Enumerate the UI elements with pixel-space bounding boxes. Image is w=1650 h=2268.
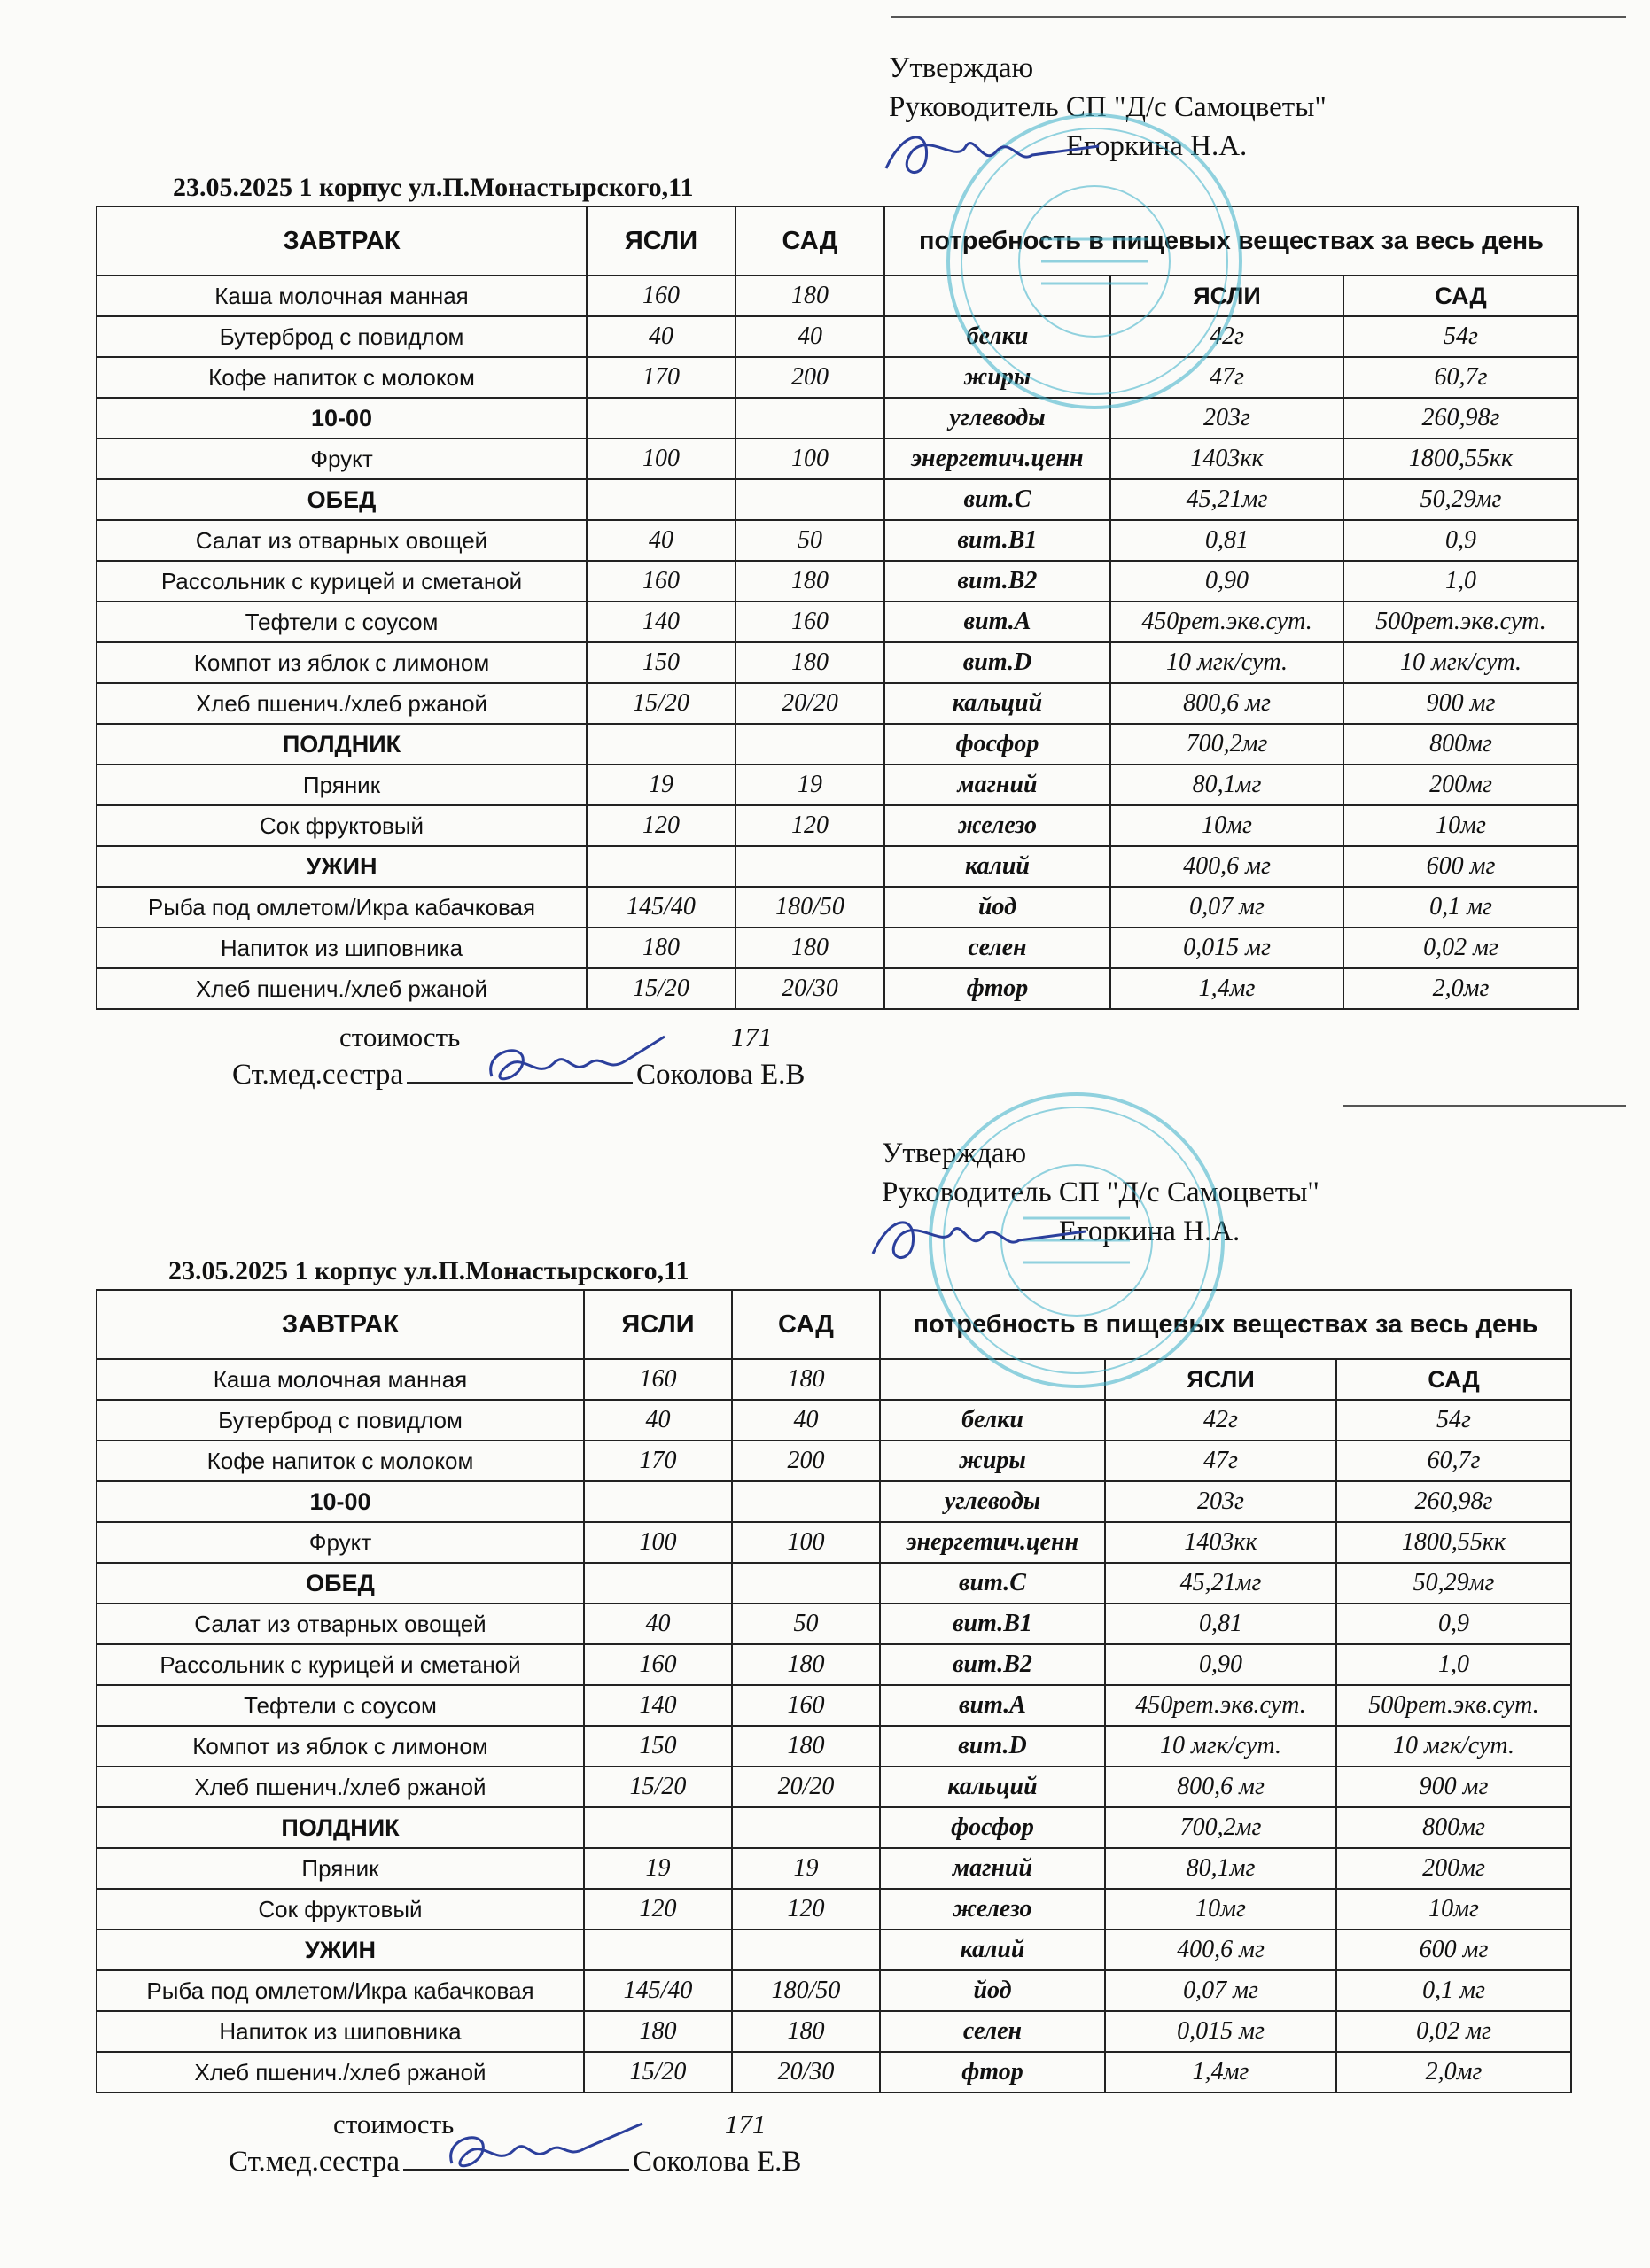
- header-nursery: ЯСЛИ: [587, 206, 735, 276]
- dish-name: Хлеб пшенич./хлеб ржаной: [97, 1767, 584, 1807]
- nutrient-kindergarten-value: 1,0: [1336, 1644, 1571, 1685]
- nutrient-sub-kindergarten: САД: [1343, 276, 1578, 316]
- nutrient-nursery-value: 700,2мг: [1105, 1807, 1336, 1848]
- menu-heading: 23.05.2025 1 корпус ул.П.Монастырского,11: [173, 173, 694, 202]
- portion-kindergarten: 19: [735, 765, 884, 805]
- portion-nursery: 15/20: [584, 1767, 732, 1807]
- nutrient-name: энергетич.ценн: [880, 1522, 1105, 1563]
- table-row: [97, 765, 1578, 805]
- portion-nursery: [584, 1563, 732, 1604]
- portion-nursery: [584, 1930, 732, 1970]
- table-row: [97, 316, 1578, 357]
- dish-name: Рассольник с курицей и сметаной: [97, 1644, 584, 1685]
- dish-name: Фрукт: [97, 439, 587, 479]
- portion-nursery: 40: [584, 1400, 732, 1441]
- nutrient-nursery-value: 10 мгк/сут.: [1105, 1726, 1336, 1767]
- portion-nursery: 160: [584, 1644, 732, 1685]
- nutrient-kindergarten-value: 600 мг: [1336, 1930, 1571, 1970]
- portion-nursery: [587, 846, 735, 887]
- dish-name: Бутерброд с повидлом: [97, 316, 587, 357]
- dish-name: Рыба под омлетом/Икра кабачковая: [97, 1970, 584, 2011]
- nutrient-nursery-value: 1,4мг: [1110, 968, 1343, 1009]
- nutrient-nursery-value: 1,4мг: [1105, 2052, 1336, 2093]
- nutrient-nursery-value: 42г: [1105, 1400, 1336, 1441]
- portion-kindergarten: 160: [732, 1685, 880, 1726]
- nutrient-name: железо: [884, 805, 1110, 846]
- meal-name: 10-00: [97, 398, 587, 439]
- dish-name: Компот из яблок с лимоном: [97, 642, 587, 683]
- nutrient-nursery-value: 80,1мг: [1110, 765, 1343, 805]
- portion-kindergarten: 20/20: [732, 1767, 880, 1807]
- nutrient-sub-nursery: ЯСЛИ: [1110, 276, 1343, 316]
- meal-name: УЖИН: [97, 1930, 584, 1970]
- table-row: [97, 561, 1578, 602]
- nutrient-sub-nursery: ЯСЛИ: [1105, 1359, 1336, 1400]
- menu-table: [96, 206, 1579, 1010]
- nutrient-kindergarten-value: 50,29мг: [1336, 1563, 1571, 1604]
- portion-kindergarten: [732, 1930, 880, 1970]
- portion-kindergarten: 180: [732, 1644, 880, 1685]
- dish-name: Кофе напиток с молоком: [97, 357, 587, 398]
- nutrient-nursery-value: 47г: [1105, 1441, 1336, 1481]
- table-row: [97, 1441, 1571, 1481]
- dish-name: Пряник: [97, 765, 587, 805]
- portion-kindergarten: 20/20: [735, 683, 884, 724]
- dish-name: Салат из отварных овощей: [97, 520, 587, 561]
- header-kindergarten: САД: [735, 206, 884, 276]
- approval-line-name: Егоркина Н.А.: [1066, 130, 1248, 162]
- nutrient-nursery-value: 450рет.экв.сут.: [1110, 602, 1343, 642]
- cost-label: стоимость: [339, 1021, 461, 1052]
- portion-kindergarten: 180: [735, 561, 884, 602]
- nutrient-kindergarten-value: 0,02 мг: [1343, 928, 1578, 968]
- approval-line-name: Егоркина Н.А.: [1059, 1216, 1241, 1247]
- nurse-name: Соколова Е.В: [636, 1059, 806, 1091]
- dish-name: Рыба под омлетом/Икра кабачковая: [97, 887, 587, 928]
- portion-kindergarten: 100: [732, 1522, 880, 1563]
- nutrient-name: энергетич.ценн: [884, 439, 1110, 479]
- nutrient-kindergarten-value: 200мг: [1336, 1848, 1571, 1889]
- nutrient-kindergarten-value: 0,1 мг: [1336, 1970, 1571, 2011]
- table-row: [97, 479, 1578, 520]
- dish-name: Напиток из шиповника: [97, 2011, 584, 2052]
- nutrient-name: жиры: [884, 357, 1110, 398]
- portion-nursery: [587, 479, 735, 520]
- table-row: [97, 1889, 1571, 1930]
- nutrient-name: калий: [884, 846, 1110, 887]
- nutrient-name: йод: [884, 887, 1110, 928]
- nutrient-name: селен: [880, 2011, 1105, 2052]
- portion-nursery: 150: [587, 642, 735, 683]
- dish-name: Хлеб пшенич./хлеб ржаной: [97, 968, 587, 1009]
- nutrient-sub-blank: [880, 1359, 1105, 1400]
- menu-heading: 23.05.2025 1 корпус ул.П.Монастырского,11: [168, 1256, 689, 1285]
- nutrient-kindergarten-value: 60,7г: [1336, 1441, 1571, 1481]
- portion-nursery: 145/40: [584, 1970, 732, 2011]
- nutrient-name: калий: [880, 1930, 1105, 1970]
- table-row: [97, 2052, 1571, 2093]
- nutrient-name: кальций: [884, 683, 1110, 724]
- nurse-title: Ст.мед.сестра: [229, 2146, 401, 2178]
- nutrient-nursery-value: 1403кк: [1105, 1522, 1336, 1563]
- nutrient-nursery-value: 203г: [1110, 398, 1343, 439]
- nutrient-sub-kindergarten: САД: [1336, 1359, 1571, 1400]
- table-header-row: [97, 1290, 1571, 1359]
- header-needs: потребность в пищевых веществах за весь день: [880, 1290, 1571, 1359]
- table-row: [97, 1848, 1571, 1889]
- nutrient-kindergarten-value: 500рет.экв.сут.: [1343, 602, 1578, 642]
- dish-name: Бутерброд с повидлом: [97, 1400, 584, 1441]
- portion-kindergarten: 40: [735, 316, 884, 357]
- nutrient-nursery-value: 0,90: [1110, 561, 1343, 602]
- nutrient-name: кальций: [880, 1767, 1105, 1807]
- cost-row: [339, 1021, 772, 1053]
- portion-nursery: 40: [587, 520, 735, 561]
- portion-kindergarten: [732, 1807, 880, 1848]
- nutrient-kindergarten-value: 10 мгк/сут.: [1343, 642, 1578, 683]
- nutrient-name: вит.В2: [880, 1644, 1105, 1685]
- portion-nursery: 180: [587, 928, 735, 968]
- table-row: [97, 1400, 1571, 1441]
- portion-nursery: 160: [584, 1359, 732, 1400]
- dish-name: Тефтели с соусом: [97, 602, 587, 642]
- dish-name: Тефтели с соусом: [97, 1685, 584, 1726]
- nutrient-nursery-value: 45,21мг: [1105, 1563, 1336, 1604]
- portion-nursery: [587, 398, 735, 439]
- nutrient-nursery-value: 47г: [1110, 357, 1343, 398]
- table-row: [97, 642, 1578, 683]
- nutrient-name: вит.А: [884, 602, 1110, 642]
- portion-kindergarten: 120: [732, 1889, 880, 1930]
- portion-nursery: 15/20: [584, 2052, 732, 2093]
- dish-name: Пряник: [97, 1848, 584, 1889]
- table-row: [97, 846, 1578, 887]
- portion-kindergarten: 19: [732, 1848, 880, 1889]
- table-row: [97, 683, 1578, 724]
- approval-line-approve: Утверждаю: [889, 52, 1034, 84]
- table-row: [97, 1767, 1571, 1807]
- nutrient-sub-blank: [884, 276, 1110, 316]
- nutrient-name: вит.С: [880, 1563, 1105, 1604]
- portion-kindergarten: [732, 1481, 880, 1522]
- nutrient-kindergarten-value: 900 мг: [1343, 683, 1578, 724]
- table-row: [97, 1481, 1571, 1522]
- table-row: [97, 724, 1578, 765]
- portion-kindergarten: 180/50: [732, 1970, 880, 2011]
- portion-nursery: 120: [584, 1889, 732, 1930]
- nutrient-kindergarten-value: 260,98г: [1336, 1481, 1571, 1522]
- portion-kindergarten: 180: [735, 276, 884, 316]
- nutrient-nursery-value: 700,2мг: [1110, 724, 1343, 765]
- table-row: [97, 1359, 1571, 1400]
- portion-nursery: 170: [584, 1441, 732, 1481]
- menu-sheet-1: [0, 0, 1650, 1099]
- portion-kindergarten: 20/30: [735, 968, 884, 1009]
- nutrient-nursery-value: 0,07 мг: [1110, 887, 1343, 928]
- dish-name: Салат из отварных овощей: [97, 1604, 584, 1644]
- nutrient-name: вит.В2: [884, 561, 1110, 602]
- nutrient-name: углеводы: [884, 398, 1110, 439]
- nurse-name: Соколова Е.В: [633, 2146, 802, 2178]
- nutrient-kindergarten-value: 10мг: [1343, 805, 1578, 846]
- nutrient-nursery-value: 203г: [1105, 1481, 1336, 1522]
- nutrient-name: железо: [880, 1889, 1105, 1930]
- table-row: [97, 928, 1578, 968]
- portion-nursery: 40: [584, 1604, 732, 1644]
- nutrient-name: вит.В1: [880, 1604, 1105, 1644]
- nutrient-kindergarten-value: 0,9: [1343, 520, 1578, 561]
- header-meal: ЗАВТРАК: [97, 1290, 584, 1359]
- meal-name: ОБЕД: [97, 479, 587, 520]
- nutrient-name: белки: [884, 316, 1110, 357]
- nutrient-kindergarten-value: 54г: [1336, 1400, 1571, 1441]
- nutrient-nursery-value: 400,6 мг: [1105, 1930, 1336, 1970]
- nutrient-nursery-value: 10 мгк/сут.: [1110, 642, 1343, 683]
- nutrient-nursery-value: 10мг: [1105, 1889, 1336, 1930]
- portion-kindergarten: 180: [735, 928, 884, 968]
- nutrient-name: магний: [884, 765, 1110, 805]
- nutrient-nursery-value: 0,81: [1105, 1604, 1336, 1644]
- portion-kindergarten: 50: [735, 520, 884, 561]
- nutrient-kindergarten-value: 10мг: [1336, 1889, 1571, 1930]
- table-row: [97, 439, 1578, 479]
- portion-kindergarten: 160: [735, 602, 884, 642]
- nutrient-nursery-value: 0,90: [1105, 1644, 1336, 1685]
- table-row: [97, 1563, 1571, 1604]
- dish-name: Сок фруктовый: [97, 1889, 584, 1930]
- nutrient-nursery-value: 0,015 мг: [1105, 2011, 1336, 2052]
- nutrient-kindergarten-value: 260,98г: [1343, 398, 1578, 439]
- header-nursery: ЯСЛИ: [584, 1290, 732, 1359]
- nutrient-kindergarten-value: 0,1 мг: [1343, 887, 1578, 928]
- header-meal: ЗАВТРАК: [97, 206, 587, 276]
- portion-kindergarten: 100: [735, 439, 884, 479]
- table-row: [97, 1726, 1571, 1767]
- nutrient-kindergarten-value: 0,9: [1336, 1604, 1571, 1644]
- nutrient-nursery-value: 0,07 мг: [1105, 1970, 1336, 2011]
- cost-label: стоимость: [333, 2109, 455, 2140]
- portion-kindergarten: 200: [732, 1441, 880, 1481]
- nutrient-name: фосфор: [884, 724, 1110, 765]
- nutrient-nursery-value: 1403кк: [1110, 439, 1343, 479]
- nutrient-name: йод: [880, 1970, 1105, 2011]
- nutrient-kindergarten-value: 0,02 мг: [1336, 2011, 1571, 2052]
- nutrient-nursery-value: 450рет.экв.сут.: [1105, 1685, 1336, 1726]
- dish-name: Хлеб пшенич./хлеб ржаной: [97, 2052, 584, 2093]
- nutrient-name: селен: [884, 928, 1110, 968]
- portion-kindergarten: 180: [732, 1359, 880, 1400]
- portion-nursery: 100: [584, 1522, 732, 1563]
- nutrient-name: вит.С: [884, 479, 1110, 520]
- dish-name: Компот из яблок с лимоном: [97, 1726, 584, 1767]
- nutrient-name: вит.В1: [884, 520, 1110, 561]
- portion-nursery: 145/40: [587, 887, 735, 928]
- meal-name: 10-00: [97, 1481, 584, 1522]
- approval-line-head: Руководитель СП "Д/с Самоцветы": [889, 91, 1327, 123]
- meal-name: УЖИН: [97, 846, 587, 887]
- top-rule: [891, 16, 1626, 18]
- table-header-row: [97, 206, 1578, 276]
- menu-table: [96, 1289, 1572, 2093]
- dish-name: Хлеб пшенич./хлеб ржаной: [97, 683, 587, 724]
- table-row: [97, 1970, 1571, 2011]
- table-row: [97, 357, 1578, 398]
- nutrient-kindergarten-value: 800мг: [1336, 1807, 1571, 1848]
- table-row: [97, 1685, 1571, 1726]
- portion-nursery: 19: [584, 1848, 732, 1889]
- dish-name: Сок фруктовый: [97, 805, 587, 846]
- portion-nursery: 15/20: [587, 683, 735, 724]
- menu-sheet-2: [0, 1085, 1650, 2184]
- nutrient-kindergarten-value: 900 мг: [1336, 1767, 1571, 1807]
- cost-value: 171: [724, 2109, 767, 2140]
- approval-block: [882, 1134, 1319, 1251]
- table-row: [97, 602, 1578, 642]
- nutrient-nursery-value: 800,6 мг: [1110, 683, 1343, 724]
- header-kindergarten: САД: [732, 1290, 880, 1359]
- nutrient-kindergarten-value: 200мг: [1343, 765, 1578, 805]
- table-row: [97, 398, 1578, 439]
- portion-kindergarten: 180: [732, 2011, 880, 2052]
- nutrient-kindergarten-value: 50,29мг: [1343, 479, 1578, 520]
- nurse-signature-row: [229, 2146, 801, 2179]
- table-row: [97, 520, 1578, 561]
- portion-kindergarten: [735, 479, 884, 520]
- table-row: [97, 968, 1578, 1009]
- portion-kindergarten: 180/50: [735, 887, 884, 928]
- portion-nursery: 160: [587, 276, 735, 316]
- table-row: [97, 805, 1578, 846]
- portion-nursery: 40: [587, 316, 735, 357]
- nutrient-name: вит.D: [880, 1726, 1105, 1767]
- nutrient-nursery-value: 0,015 мг: [1110, 928, 1343, 968]
- nutrient-nursery-value: 42г: [1110, 316, 1343, 357]
- meal-name: ПОЛДНИК: [97, 1807, 584, 1848]
- nutrient-nursery-value: 45,21мг: [1110, 479, 1343, 520]
- portion-nursery: 160: [587, 561, 735, 602]
- nutrient-nursery-value: 400,6 мг: [1110, 846, 1343, 887]
- nutrient-name: белки: [880, 1400, 1105, 1441]
- portion-kindergarten: 200: [735, 357, 884, 398]
- nutrient-nursery-value: 80,1мг: [1105, 1848, 1336, 1889]
- table-row: [97, 1930, 1571, 1970]
- table-row: [97, 1807, 1571, 1848]
- table-row: [97, 1604, 1571, 1644]
- portion-kindergarten: [735, 398, 884, 439]
- portion-nursery: [584, 1807, 732, 1848]
- dish-name: Каша молочная манная: [97, 1359, 584, 1400]
- nutrient-kindergarten-value: 60,7г: [1343, 357, 1578, 398]
- dish-name: Кофе напиток с молоком: [97, 1441, 584, 1481]
- nutrient-nursery-value: 0,81: [1110, 520, 1343, 561]
- portion-kindergarten: 180: [732, 1726, 880, 1767]
- table-row: [97, 1644, 1571, 1685]
- table-row: [97, 2011, 1571, 2052]
- nutrient-kindergarten-value: 2,0мг: [1336, 2052, 1571, 2093]
- portion-kindergarten: 20/30: [732, 2052, 880, 2093]
- nutrient-name: фтор: [884, 968, 1110, 1009]
- meal-name: ПОЛДНИК: [97, 724, 587, 765]
- portion-nursery: 180: [584, 2011, 732, 2052]
- portion-nursery: 170: [587, 357, 735, 398]
- nutrient-kindergarten-value: 1800,55кк: [1343, 439, 1578, 479]
- portion-nursery: 140: [587, 602, 735, 642]
- portion-nursery: 19: [587, 765, 735, 805]
- nurse-title: Ст.мед.сестра: [232, 1059, 404, 1091]
- nutrient-kindergarten-value: 1,0: [1343, 561, 1578, 602]
- dish-name: Фрукт: [97, 1522, 584, 1563]
- table-row: [97, 276, 1578, 316]
- nutrient-nursery-value: 10мг: [1110, 805, 1343, 846]
- nutrient-name: вит.D: [884, 642, 1110, 683]
- approval-line-approve: Утверждаю: [882, 1138, 1027, 1169]
- nutrient-name: фтор: [880, 2052, 1105, 2093]
- nutrient-kindergarten-value: 1800,55кк: [1336, 1522, 1571, 1563]
- header-needs: потребность в пищевых веществах за весь день: [884, 206, 1578, 276]
- portion-kindergarten: 120: [735, 805, 884, 846]
- nutrient-kindergarten-value: 600 мг: [1343, 846, 1578, 887]
- portion-nursery: 150: [584, 1726, 732, 1767]
- cost-row: [333, 2109, 766, 2140]
- nutrient-name: жиры: [880, 1441, 1105, 1481]
- portion-nursery: 100: [587, 439, 735, 479]
- nutrient-kindergarten-value: 800мг: [1343, 724, 1578, 765]
- top-rule: [1343, 1105, 1626, 1107]
- portion-nursery: 120: [587, 805, 735, 846]
- portion-nursery: 15/20: [587, 968, 735, 1009]
- nutrient-nursery-value: 800,6 мг: [1105, 1767, 1336, 1807]
- nutrient-name: вит.А: [880, 1685, 1105, 1726]
- nutrient-kindergarten-value: 2,0мг: [1343, 968, 1578, 1009]
- portion-nursery: 140: [584, 1685, 732, 1726]
- portion-nursery: [587, 724, 735, 765]
- nutrient-name: магний: [880, 1848, 1105, 1889]
- dish-name: Рассольник с курицей и сметаной: [97, 561, 587, 602]
- portion-kindergarten: [735, 846, 884, 887]
- nutrient-kindergarten-value: 500рет.экв.сут.: [1336, 1685, 1571, 1726]
- portion-kindergarten: 180: [735, 642, 884, 683]
- portion-nursery: [584, 1481, 732, 1522]
- table-row: [97, 887, 1578, 928]
- nutrient-kindergarten-value: 10 мгк/сут.: [1336, 1726, 1571, 1767]
- portion-kindergarten: [735, 724, 884, 765]
- dish-name: Напиток из шиповника: [97, 928, 587, 968]
- nutrient-name: фосфор: [880, 1807, 1105, 1848]
- meal-name: ОБЕД: [97, 1563, 584, 1604]
- portion-kindergarten: 50: [732, 1604, 880, 1644]
- nutrient-name: углеводы: [880, 1481, 1105, 1522]
- nutrient-kindergarten-value: 54г: [1343, 316, 1578, 357]
- cost-value: 171: [730, 1021, 773, 1052]
- portion-kindergarten: [732, 1563, 880, 1604]
- table-row: [97, 1522, 1571, 1563]
- approval-block: [889, 49, 1327, 166]
- approval-line-head: Руководитель СП "Д/с Самоцветы": [882, 1177, 1319, 1208]
- dish-name: Каша молочная манная: [97, 276, 587, 316]
- portion-kindergarten: 40: [732, 1400, 880, 1441]
